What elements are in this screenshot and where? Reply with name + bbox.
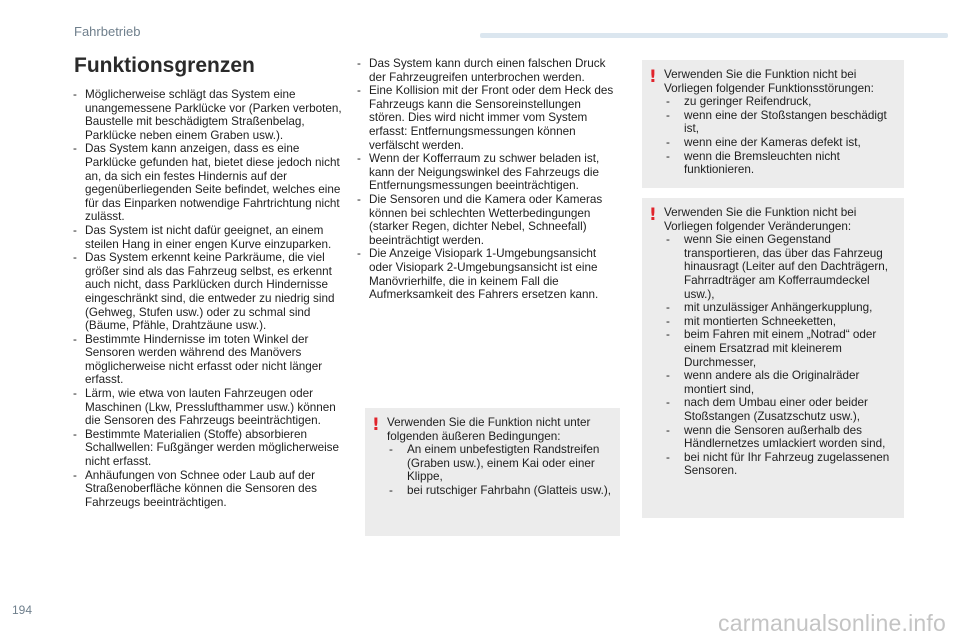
warning-box-conditions — [365, 408, 620, 536]
limitations-column-2 — [357, 57, 619, 302]
page-title: Funktionsgrenzen — [74, 54, 255, 77]
list-item: - Lärm, wie etwa von lauten Fahrzeugen oder Maschinen (Lkw, Presslufthammer usw.) können die Sensoren des Fahrzeugs beeinträchtigen. — [73, 387, 345, 428]
list-item: - Bestimmte Hindernisse im toten Winkel der Sensoren werden während des Manövers möglicherweise nicht erfasst oder nicht länger erfasst. — [73, 333, 345, 387]
page-number: 194 — [12, 603, 33, 617]
limitations-column-1 — [73, 88, 345, 509]
section-label: Fahrbetrieb — [74, 24, 141, 39]
list-item: - Bestimmte Materialien (Stoffe) absorbieren Schallwellen: Fußgänger werden möglicherweise nicht erfasst. — [73, 428, 345, 469]
warning-box-modifications — [642, 198, 904, 518]
warning-intro: Verwenden Sie die Funktion nicht unter folgenden äußeren Bedingungen: — [387, 416, 591, 443]
warning-icon: ! — [372, 415, 380, 435]
list-item: - Die Sensoren und die Kamera oder Kameras können bei schlechten Wetterbedingungen (starker Regen, dichter Nebel, Schneefall) beeinträchtigt werden. — [357, 193, 619, 247]
limitations-list-1 — [73, 88, 345, 509]
list-item: - wenn Sie einen Gegenstand transportieren, das über das Fahrzeug hinausragt (Leiter auf den Dachträgern, Fahrradträger am Kofferraumdeckel usw.), — [666, 233, 896, 301]
warning-list — [666, 233, 896, 478]
list-item: - wenn andere als die Originalräder montiert sind, — [666, 369, 896, 396]
warning-list — [389, 443, 612, 497]
warning-icon: ! — [649, 67, 657, 87]
limitations-list-2 — [357, 57, 619, 302]
list-item: - Möglicherweise schlägt das System eine unangemessene Parklücke vor (Parken verboten, Baustelle mit beschädigtem Straßenbelag, Parklücke neben einem Graben usw.). — [73, 88, 345, 142]
list-item: - beim Fahren mit einem „Notrad“ oder einem Ersatzrad mit kleinerem Durchmesser, — [666, 328, 896, 369]
list-item: - Das System ist nicht dafür geeignet, an einem steilen Hang in einer engen Kurve einzuparken. — [73, 224, 345, 251]
list-item: - An einem unbefestigten Randstreifen (Graben usw.), einem Kai oder einer Klippe, — [389, 443, 612, 484]
list-item: - Wenn der Kofferraum zu schwer beladen ist, kann der Neigungswinkel des Fahrzeugs die Entfernungsmessungen beeinträchtigen. — [357, 152, 619, 193]
list-item: - Eine Kollision mit der Front oder dem Heck des Fahrzeugs kann die Sensoreinstellungen stören. Dies wird nicht immer vom System erfasst: Entfernungsmessungen können verfälscht werden. — [357, 84, 619, 152]
list-item: - zu geringer Reifendruck, — [666, 95, 896, 109]
list-item: - mit unzulässiger Anhängerkupplung, — [666, 301, 896, 315]
list-item: - Das System kann durch einen falschen Druck der Fahrzeugreifen unterbrochen werden. — [357, 57, 619, 84]
list-item: - Anhäufungen von Schnee oder Laub auf der Straßenoberfläche können die Sensoren des Fahrzeugs beeinträchtigen. — [73, 469, 345, 510]
list-item: - mit montierten Schneeketten, — [666, 315, 896, 329]
list-item: - wenn die Bremsleuchten nicht funktionieren. — [666, 150, 896, 177]
watermark: carmanualsonline.info — [718, 610, 946, 636]
list-item: - wenn eine der Kameras defekt ist, — [666, 136, 896, 150]
list-item: - wenn die Sensoren außerhalb des Händlernetzes umlackiert worden sind, — [666, 424, 896, 451]
list-item: - bei nicht für Ihr Fahrzeug zugelassenen Sensoren. — [666, 451, 896, 478]
list-item: - Die Anzeige Visiopark 1-Umgebungsansicht oder Visiopark 2-Umgebungsansicht ist eine Manövrierhilfe, die in keinem Fall die Aufmerksamkeit des Fahrers ersetzen kann. — [357, 247, 619, 301]
warning-intro: Verwenden Sie die Funktion nicht bei Vorliegen folgender Funktionsstörungen: — [664, 68, 874, 95]
list-item: - nach dem Umbau einer oder beider Stoßstangen (Zusatzschutz usw.), — [666, 396, 896, 423]
list-item: - Das System kann anzeigen, dass es eine Parklücke gefunden hat, bietet diese jedoch nicht an, da sich ein festes Hindernis auf der gegenüberliegenden Seite befindet, welches eine für das Einparken notwendige Fahrtrichtung nicht zulässt. — [73, 142, 345, 224]
header-bar — [480, 33, 948, 38]
list-item: - bei rutschiger Fahrbahn (Glatteis usw.), — [389, 484, 612, 498]
list-item: - Das System erkennt keine Parkräume, die viel größer sind als das Fahrzeug selbst, es erkennt auch nicht, dass Parklücken durch Hindernisse eingeschränkt sind, die entweder zu niedrig sind (Gehweg, Stufen usw.) oder zu schmal sind (Bäume, Pfähle, Drahtzäune usw.). — [73, 251, 345, 333]
warning-box-faults — [642, 60, 904, 188]
warning-intro: Verwenden Sie die Funktion nicht bei Vorliegen folgender Veränderungen: — [664, 206, 857, 233]
list-item: - wenn eine der Stoßstangen beschädigt ist, — [666, 109, 896, 136]
warning-list — [666, 95, 896, 177]
warning-icon: ! — [649, 205, 657, 225]
